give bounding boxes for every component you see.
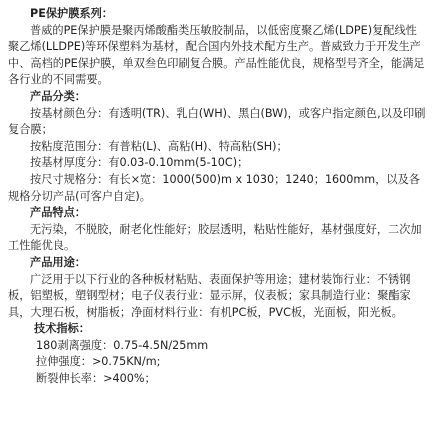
classification-color: 按基材颜色分：有透明(TR)、乳白(WH)、黑白(BW)，或客户指定颜色,以及印刷复合膜；	[8, 106, 426, 137]
classification-size: 按尺寸规格分：有长×宽：1000(500)m x 1030；1240；1600mm，以及各规格分切产品(可客户自定)。	[8, 172, 420, 203]
classification-heading: 产品分类：	[30, 89, 86, 103]
classification-viscosity: 按粘度范围分：有普粘(L)、高粘(H)、特高粘(SH)；	[30, 139, 288, 153]
applications-heading: 产品用途：	[30, 255, 86, 269]
features-text: 无污染，不脱胶，耐老化性能好；胶层透明，粘贴性能好，基材强度好，二次加工性能优良。	[8, 222, 422, 253]
intro-paragraph: 普威的PE保护膜是聚丙烯酸酯类压敏胶制品，以低密度聚乙烯(LDPE)复配线性聚乙烯(LLDPE)等环保塑料为基材，配合国内外技术配方生产。普威致力于开发生产中、高档的PE保护膜，单双叁色印刷复合膜。产品性能优良，规格型号齐全，能满足各行业的不同需要。	[8, 23, 425, 87]
classification-thickness: 按基材厚度分：有0.03-0.10mm(5-10C)；	[30, 156, 249, 170]
applications-text: 广泛用于以下行业的各种板材粘贴、表面保护等用途；建材装饰行业：不锈钢板，铝塑板，塑钢型材；电子仪表行业：显示屏，仪表板；家具制造行业：聚酯家具，大理石板，树脂板；净面材料行业：有机PC板，PVC板，光面板，阳光板。	[8, 272, 411, 319]
document-title: PE保护膜系列：	[30, 7, 113, 20]
spec-peel-strength: 180剥离强度：0.75-4.5N/25mm	[36, 338, 209, 352]
spec-elongation: 断裂伸长率：>400%；	[36, 372, 156, 386]
specs-heading: 技术指标：	[34, 322, 90, 336]
spec-tensile-strength: 拉伸强度：>0.75KN/m;	[36, 355, 161, 369]
features-heading: 产品特点：	[30, 206, 86, 220]
